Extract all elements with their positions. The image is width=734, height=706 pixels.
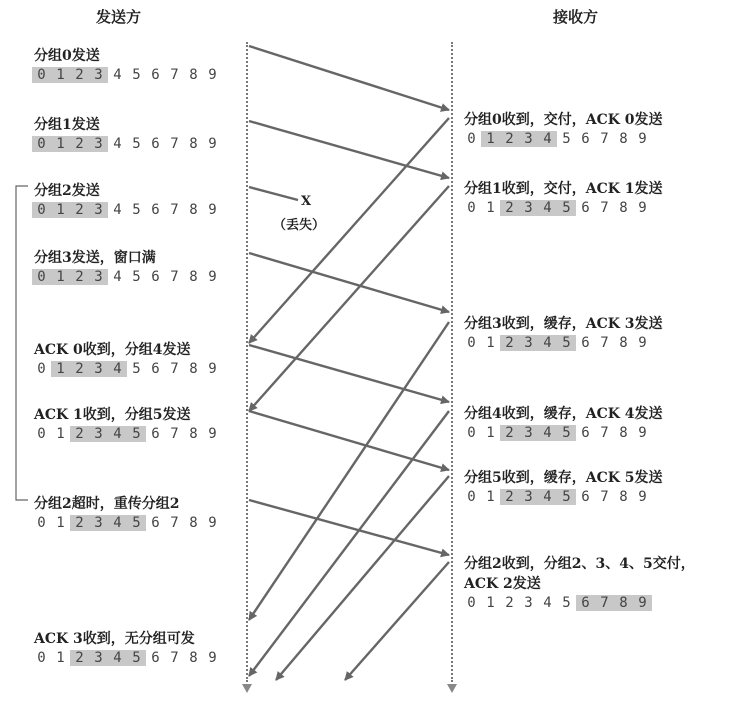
receiver-seq-5 [462, 595, 652, 611]
receiver-seq-1-num-2: 2 [500, 200, 519, 216]
receiver-seq-0 [462, 131, 652, 147]
receiver-seq-0-num-5: 5 [562, 131, 571, 147]
receiver-event-label-4: 分组5收到，缓存，ACK 5发送 [464, 470, 663, 486]
receiver-seq-1-num-6: 6 [581, 200, 590, 216]
sender-seq-7-num-8: 8 [189, 650, 198, 666]
sender-seq-3-num-2: 2 [70, 269, 89, 285]
sender-seq-0-num-4: 4 [113, 67, 122, 83]
sender-seq-1-num-3: 3 [89, 136, 108, 152]
sender-seq-6-num-4: 4 [108, 515, 127, 531]
receiver-seq-2-num-6: 6 [581, 335, 590, 351]
receiver-seq-3-num-7: 7 [600, 425, 609, 441]
sender-seq-3-num-6: 6 [151, 269, 160, 285]
sender-seq-7-num-2: 2 [70, 650, 89, 666]
receiver-seq-1-num-4: 4 [538, 200, 557, 216]
receiver-seq-0-num-1: 1 [481, 131, 500, 147]
receiver-seq-3-num-6: 6 [581, 425, 590, 441]
sender-seq-2-num-9: 9 [208, 202, 217, 218]
receiver-seq-1-num-3: 3 [519, 200, 538, 216]
packet-0-arrow [249, 46, 449, 110]
receiver-seq-5-num-0: 0 [467, 595, 476, 611]
sender-seq-1-num-5: 5 [132, 136, 141, 152]
sender-seq-4-num-9: 9 [208, 361, 217, 377]
sender-seq-5-num-5: 5 [127, 426, 146, 442]
sender-seq-0-num-0: 0 [32, 67, 51, 83]
sender-seq-1 [32, 136, 222, 152]
sender-seq-2-num-8: 8 [189, 202, 198, 218]
sender-seq-7-num-9: 9 [208, 650, 217, 666]
sender-seq-0-num-5: 5 [132, 67, 141, 83]
sender-seq-5-num-9: 9 [208, 426, 217, 442]
sender-seq-0-num-3: 3 [89, 67, 108, 83]
sender-seq-7-num-1: 1 [56, 650, 65, 666]
receiver-seq-4-num-1: 1 [486, 489, 495, 505]
sender-seq-4-num-4: 4 [108, 361, 127, 377]
sender-seq-5-num-1: 1 [56, 426, 65, 442]
sender-seq-4-num-5: 5 [132, 361, 141, 377]
receiver-seq-3-num-9: 9 [638, 425, 647, 441]
receiver-seq-5-num-6: 6 [576, 595, 595, 611]
sender-seq-2-num-4: 4 [113, 202, 122, 218]
sender-seq-6-num-7: 7 [170, 515, 179, 531]
sender-seq-7 [32, 650, 222, 666]
sender-seq-1-num-2: 2 [70, 136, 89, 152]
sender-seq-4 [32, 361, 222, 377]
receiver-seq-5-num-4: 4 [543, 595, 552, 611]
sender-seq-1-num-1: 1 [51, 136, 70, 152]
receiver-seq-1-num-8: 8 [619, 200, 628, 216]
sender-seq-7-num-5: 5 [127, 650, 146, 666]
sender-seq-0-num-6: 6 [151, 67, 160, 83]
sender-seq-1-num-6: 6 [151, 136, 160, 152]
sender-seq-0-num-9: 9 [208, 67, 217, 83]
sender-seq-2-num-1: 1 [51, 202, 70, 218]
receiver-seq-2-num-9: 9 [638, 335, 647, 351]
sender-seq-1-num-9: 9 [208, 136, 217, 152]
receiver-seq-5-num-3: 3 [524, 595, 533, 611]
receiver-seq-4-num-5: 5 [557, 489, 576, 505]
sender-event-label-5: ACK 1收到，分组5发送 [34, 407, 191, 423]
receiver-seq-1-num-9: 9 [638, 200, 647, 216]
receiver-seq-0-num-4: 4 [538, 131, 557, 147]
receiver-seq-4-num-9: 9 [638, 489, 647, 505]
sender-seq-3-num-3: 3 [89, 269, 108, 285]
receiver-seq-2-num-5: 5 [557, 335, 576, 351]
sender-event-label-7: ACK 3收到，无分组可发 [34, 631, 195, 647]
sender-event-label-6: 分组2超时，重传分组2 [34, 496, 180, 512]
sender-seq-6-num-8: 8 [189, 515, 198, 531]
sender-seq-2-num-3: 3 [89, 202, 108, 218]
sender-seq-2-num-2: 2 [70, 202, 89, 218]
sender-seq-5-num-4: 4 [108, 426, 127, 442]
sender-seq-6 [32, 515, 222, 531]
receiver-seq-4-num-8: 8 [619, 489, 628, 505]
sender-event-label-4: ACK 0收到，分组4发送 [34, 342, 191, 358]
receiver-seq-4 [462, 489, 652, 505]
sender-timeline-arrowhead [242, 684, 252, 693]
sender-seq-5 [32, 426, 222, 442]
sender-seq-5-num-8: 8 [189, 426, 198, 442]
receiver-seq-3-num-3: 3 [519, 425, 538, 441]
receiver-seq-0-num-9: 9 [638, 131, 647, 147]
sender-seq-7-num-3: 3 [89, 650, 108, 666]
sender-seq-5-num-2: 2 [70, 426, 89, 442]
receiver-seq-1-num-0: 0 [467, 200, 476, 216]
sender-seq-3-num-5: 5 [132, 269, 141, 285]
receiver-seq-2-num-8: 8 [619, 335, 628, 351]
receiver-header: 接收方 [553, 8, 599, 26]
sender-seq-6-num-0: 0 [37, 515, 46, 531]
sender-seq-3-num-7: 7 [170, 269, 179, 285]
sender-seq-4-num-3: 3 [89, 361, 108, 377]
ack-4-arrow [249, 411, 449, 676]
receiver-seq-2-num-1: 1 [486, 335, 495, 351]
sender-seq-3-num-0: 0 [32, 269, 51, 285]
sender-seq-7-num-6: 6 [151, 650, 160, 666]
sender-seq-0-num-8: 8 [189, 67, 198, 83]
timeout-bracket [16, 186, 28, 500]
sender-seq-6-num-6: 6 [151, 515, 160, 531]
receiver-timeline-arrowhead [447, 684, 457, 693]
packet-2-retx-arrow [249, 500, 449, 555]
ack-5-arrow [276, 476, 449, 680]
packet-5-arrow [249, 411, 449, 470]
sender-seq-2-num-6: 6 [151, 202, 160, 218]
sender-seq-6-num-1: 1 [56, 515, 65, 531]
receiver-seq-0-num-6: 6 [581, 131, 590, 147]
receiver-seq-4-num-0: 0 [467, 489, 476, 505]
ack-3-arrow [249, 322, 449, 620]
receiver-seq-3-num-5: 5 [557, 425, 576, 441]
receiver-event-label-2: 分组3收到，缓存，ACK 3发送 [464, 316, 663, 332]
receiver-seq-2-num-3: 3 [519, 335, 538, 351]
receiver-seq-4-num-7: 7 [600, 489, 609, 505]
sender-seq-1-num-4: 4 [113, 136, 122, 152]
receiver-seq-2-num-4: 4 [538, 335, 557, 351]
sender-seq-7-num-4: 4 [108, 650, 127, 666]
sender-event-label-0: 分组0发送 [34, 48, 100, 64]
sender-seq-3 [32, 269, 222, 285]
receiver-seq-0-num-0: 0 [467, 131, 476, 147]
sender-seq-3-num-4: 4 [113, 269, 122, 285]
receiver-seq-4-num-4: 4 [538, 489, 557, 505]
sender-seq-2 [32, 202, 222, 218]
receiver-seq-3 [462, 425, 652, 441]
sender-seq-5-num-3: 3 [89, 426, 108, 442]
receiver-event-label-3: 分组4收到，缓存，ACK 4发送 [464, 406, 663, 422]
sender-seq-6-num-2: 2 [70, 515, 89, 531]
receiver-event-label-0: 分组0收到，交付，ACK 0发送 [464, 112, 663, 128]
receiver-seq-3-num-8: 8 [619, 425, 628, 441]
receiver-seq-1 [462, 200, 652, 216]
sender-seq-2-num-7: 7 [170, 202, 179, 218]
receiver-seq-3-num-1: 1 [486, 425, 495, 441]
receiver-event-label2-5: ACK 2发送 [464, 576, 541, 592]
sender-header: 发送方 [96, 8, 142, 26]
receiver-seq-3-num-4: 4 [538, 425, 557, 441]
packet-4-arrow [249, 345, 449, 402]
sender-seq-6-num-5: 5 [127, 515, 146, 531]
sender-seq-4-num-1: 1 [51, 361, 70, 377]
receiver-seq-5-num-1: 1 [486, 595, 495, 611]
receiver-seq-0-num-3: 3 [519, 131, 538, 147]
sender-seq-7-num-7: 7 [170, 650, 179, 666]
sender-seq-4-num-2: 2 [70, 361, 89, 377]
sender-seq-4-num-0: 0 [37, 361, 46, 377]
sender-seq-3-num-1: 1 [51, 269, 70, 285]
loss-note: （丢失） [273, 218, 326, 233]
sender-seq-6-num-3: 3 [89, 515, 108, 531]
sender-seq-5-num-7: 7 [170, 426, 179, 442]
packet-2-lost-arrow [249, 187, 298, 200]
sender-seq-0-num-2: 2 [70, 67, 89, 83]
sender-event-label-3: 分组3发送，窗口满 [34, 250, 156, 266]
sender-event-label-1: 分组1发送 [34, 117, 100, 133]
receiver-seq-0-num-7: 7 [600, 131, 609, 147]
sender-seq-1-num-0: 0 [32, 136, 51, 152]
sender-seq-0-num-7: 7 [170, 67, 179, 83]
receiver-seq-2-num-7: 7 [600, 335, 609, 351]
receiver-seq-2 [462, 335, 652, 351]
receiver-seq-1-num-1: 1 [486, 200, 495, 216]
receiver-seq-1-num-5: 5 [557, 200, 576, 216]
receiver-seq-5-num-7: 7 [595, 595, 614, 611]
receiver-seq-4-num-3: 3 [519, 489, 538, 505]
sender-seq-4-num-6: 6 [151, 361, 160, 377]
sender-seq-2-num-5: 5 [132, 202, 141, 218]
receiver-seq-4-num-6: 6 [581, 489, 590, 505]
sender-seq-1-num-7: 7 [170, 136, 179, 152]
sender-seq-5-num-0: 0 [37, 426, 46, 442]
sender-seq-3-num-9: 9 [208, 269, 217, 285]
receiver-event-label-1: 分组1收到，交付，ACK 1发送 [464, 181, 663, 197]
packet-3-arrow [249, 253, 449, 312]
sender-seq-6-num-9: 9 [208, 515, 217, 531]
receiver-seq-3-num-0: 0 [467, 425, 476, 441]
receiver-seq-0-num-2: 2 [500, 131, 519, 147]
receiver-seq-5-num-9: 9 [633, 595, 652, 611]
loss-mark: X [301, 194, 312, 209]
sender-seq-2-num-0: 0 [32, 202, 51, 218]
receiver-seq-1-num-7: 7 [600, 200, 609, 216]
sender-seq-5-num-6: 6 [151, 426, 160, 442]
receiver-seq-2-num-0: 0 [467, 335, 476, 351]
sender-seq-0 [32, 67, 222, 83]
receiver-seq-0-num-8: 8 [619, 131, 628, 147]
sender-seq-4-num-8: 8 [189, 361, 198, 377]
receiver-seq-5-num-2: 2 [505, 595, 514, 611]
sender-seq-0-num-1: 1 [51, 67, 70, 83]
receiver-seq-5-num-5: 5 [562, 595, 571, 611]
sender-seq-3-num-8: 8 [189, 269, 198, 285]
sender-seq-1-num-8: 8 [189, 136, 198, 152]
sender-seq-7-num-0: 0 [37, 650, 46, 666]
sender-event-label-2: 分组2发送 [34, 183, 100, 199]
packet-1-arrow [249, 121, 449, 178]
sender-seq-4-num-7: 7 [170, 361, 179, 377]
receiver-seq-3-num-2: 2 [500, 425, 519, 441]
receiver-event-label-5: 分组2收到，分组2、3、4、5交付， [464, 556, 695, 572]
receiver-seq-2-num-2: 2 [500, 335, 519, 351]
receiver-seq-4-num-2: 2 [500, 489, 519, 505]
receiver-seq-5-num-8: 8 [614, 595, 633, 611]
